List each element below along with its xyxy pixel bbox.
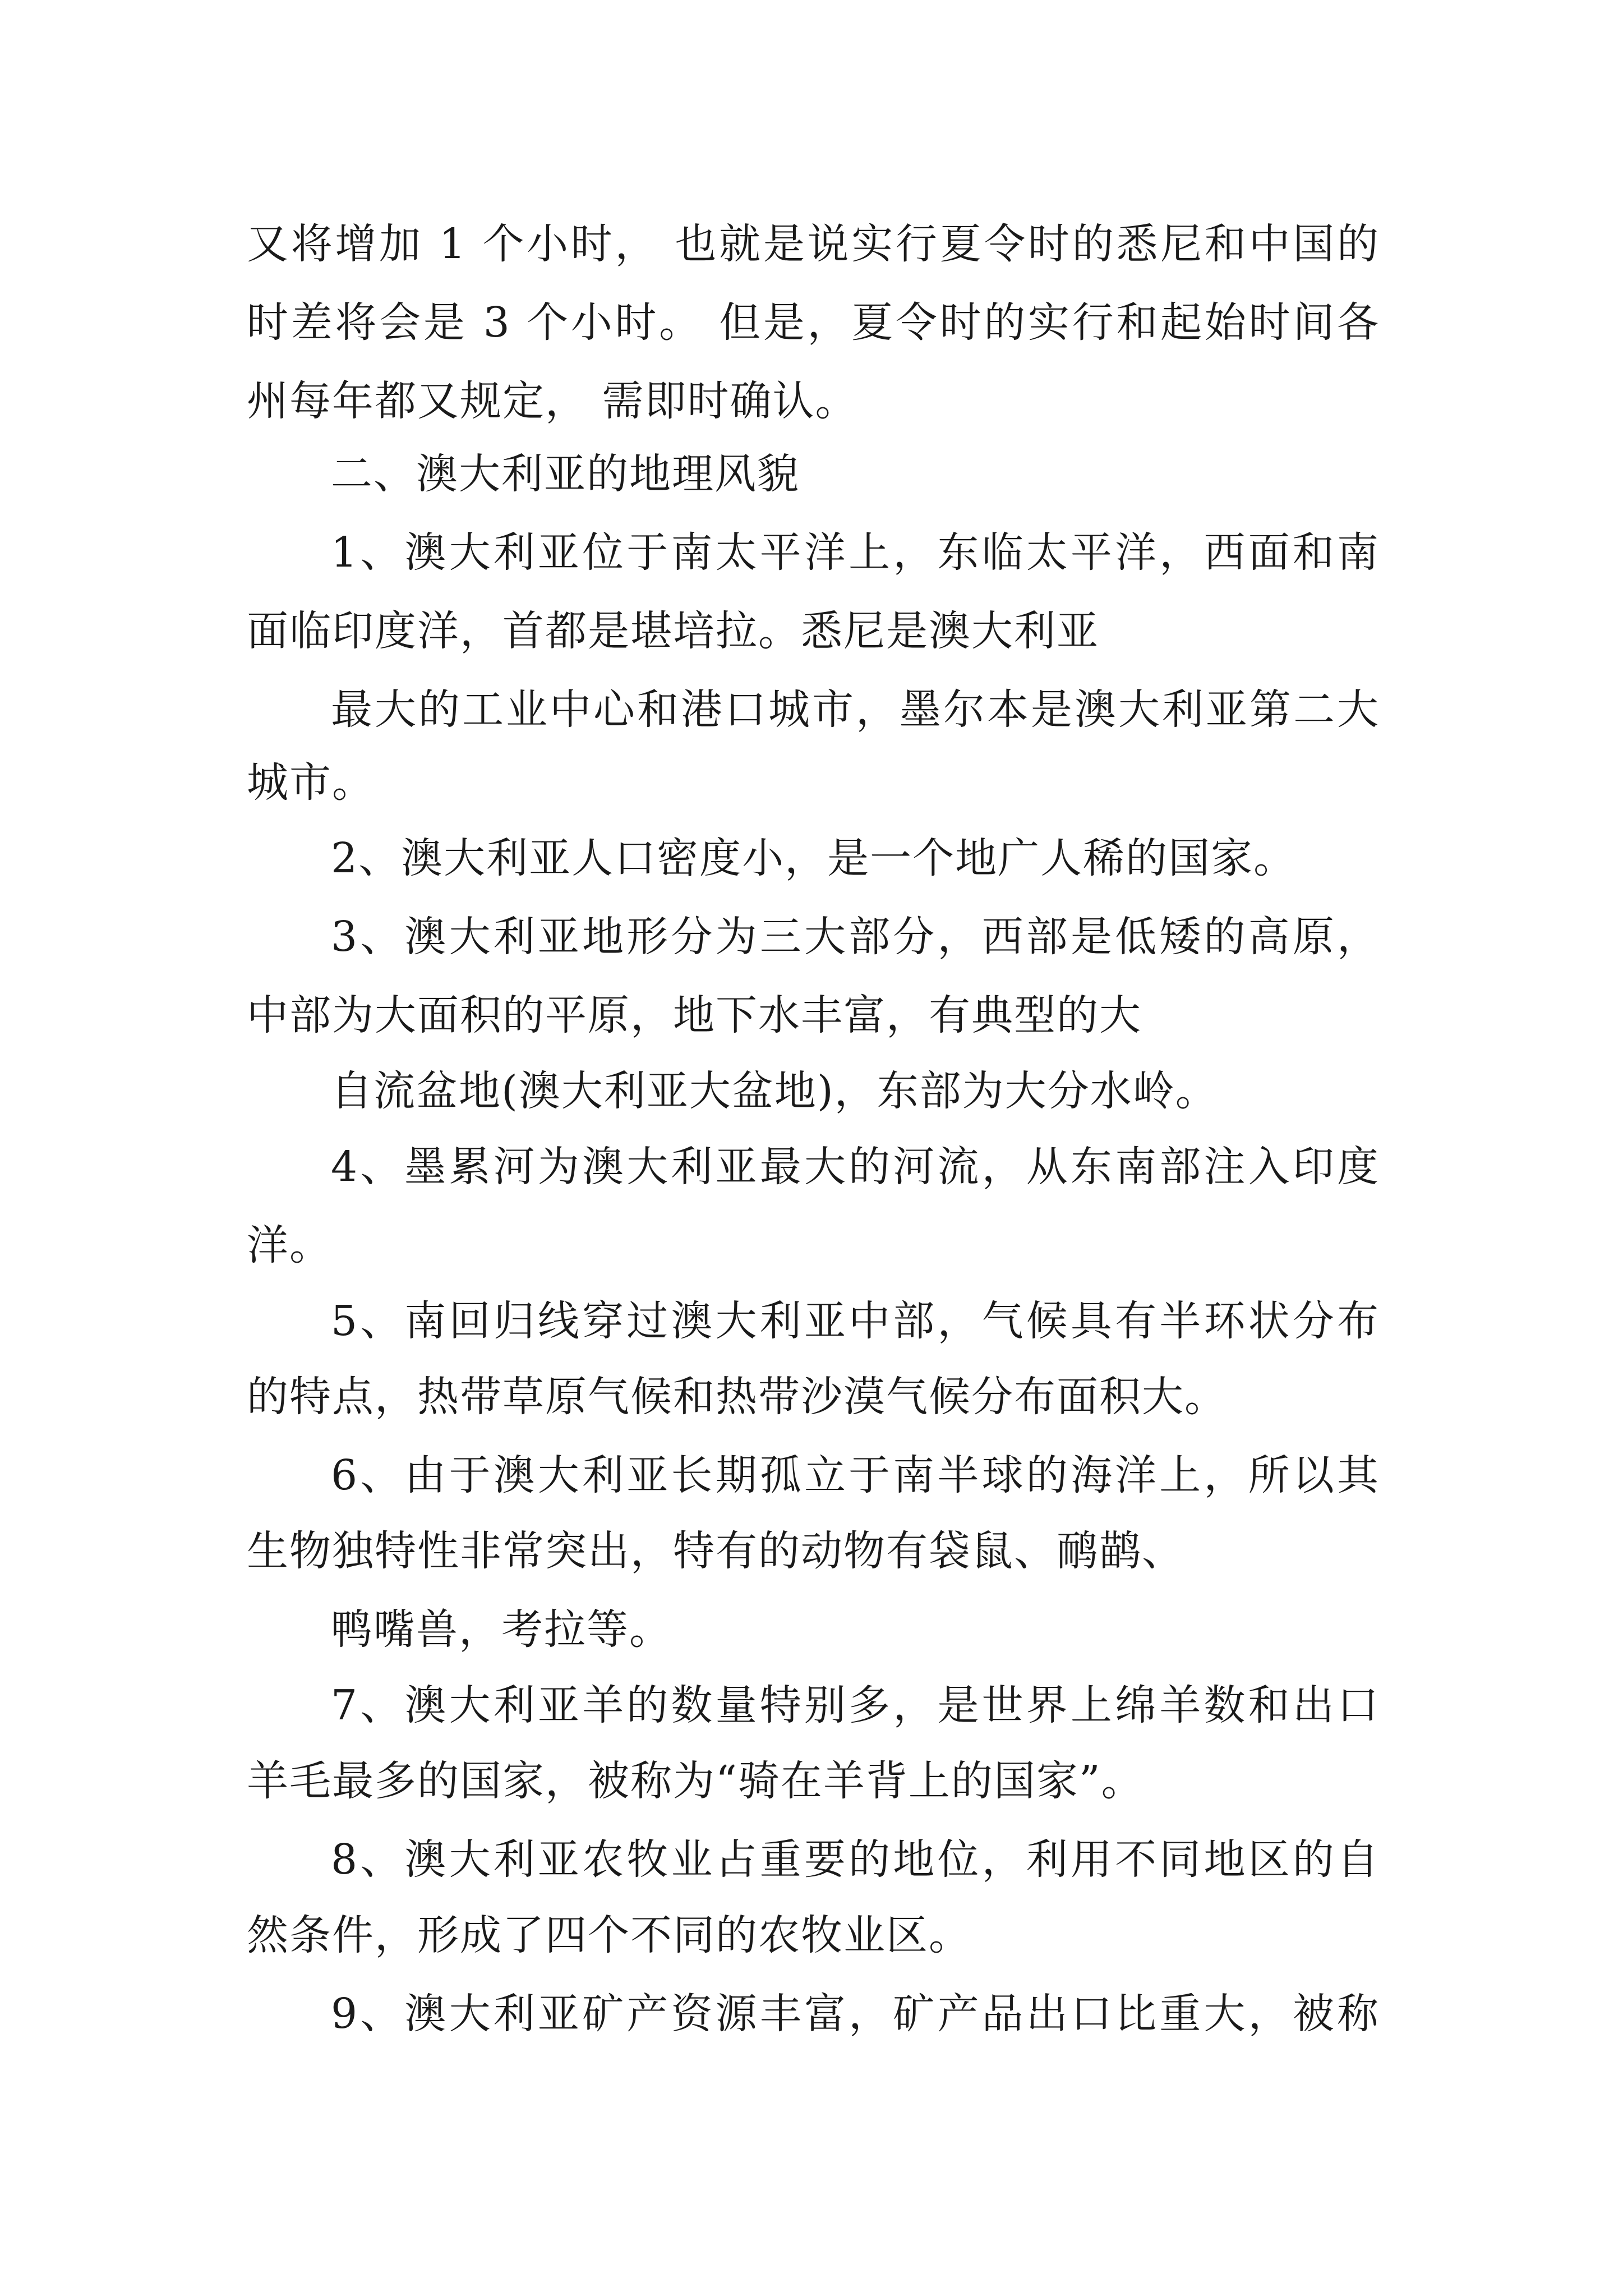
text-line-13: 4、墨累河为澳大利亚最大的河流，从东南部注入印度 [331, 1143, 1380, 1191]
text-line-16: 的特点，热带草原气候和热带沙漠气候分布面积大。 [247, 1373, 1227, 1421]
text-line-3: 州每年都又规定， 需即时确认。 [247, 377, 858, 425]
text-line-21: 羊毛最多的国家，被称为“骑在羊背上的国家”。 [247, 1757, 1144, 1805]
text-line-23: 然条件，形成了四个不同的农牧业区。 [247, 1911, 971, 1959]
text-line-19: 鸭嘴兽，考拉等。 [331, 1605, 672, 1654]
text-line-2: 时差将会是 3 个小时。 但是，夏令时的实行和起始时间各 [247, 298, 1380, 347]
text-line-12: 自流盆地(澳大利亚大盆地)，东部为大分水岭。 [331, 1067, 1218, 1115]
text-line-8: 城市。 [247, 758, 375, 807]
text-line-24: 9、澳大利亚矿产资源丰富，矿产品出口比重大，被称 [331, 1990, 1380, 2038]
text-line-18: 生物独特性非常突出，特有的动物有袋鼠、鸸鹋、 [247, 1527, 1184, 1575]
text-line-9: 2、澳大利亚人口密度小，是一个地广人稀的国家。 [331, 834, 1297, 882]
text-line-15: 5、南回归线穿过澳大利亚中部，气候具有半环状分布 [331, 1297, 1380, 1345]
text-line-11: 中部为大面积的平原，地下水丰富，有典型的大 [247, 991, 1142, 1039]
text-line-1: 又将增加 1 个小时， 也就是说实行夏令时的悉尼和中国的 [247, 220, 1380, 268]
section-heading: 二、澳大利亚的地理风貌 [331, 450, 800, 498]
text-line-14: 洋。 [247, 1221, 332, 1269]
text-line-6: 面临印度洋，首都是堪培拉。悉尼是澳大利亚 [247, 607, 1099, 655]
text-line-5: 1、澳大利亚位于南太平洋上，东临太平洋，西面和南 [331, 528, 1380, 577]
text-line-22: 8、澳大利亚农牧业占重要的地位，利用不同地区的自 [331, 1835, 1380, 1884]
text-line-10: 3、澳大利亚地形分为三大部分，西部是低矮的高原， [331, 913, 1380, 961]
text-line-20: 7、澳大利亚羊的数量特别多，是世界上绵羊数和出口 [331, 1681, 1380, 1729]
text-line-7: 最大的工业中心和港口城市，墨尔本是澳大利亚第二大 [331, 685, 1380, 734]
text-line-17: 6、由于澳大利亚长期孤立于南半球的海洋上，所以其 [331, 1451, 1380, 1499]
